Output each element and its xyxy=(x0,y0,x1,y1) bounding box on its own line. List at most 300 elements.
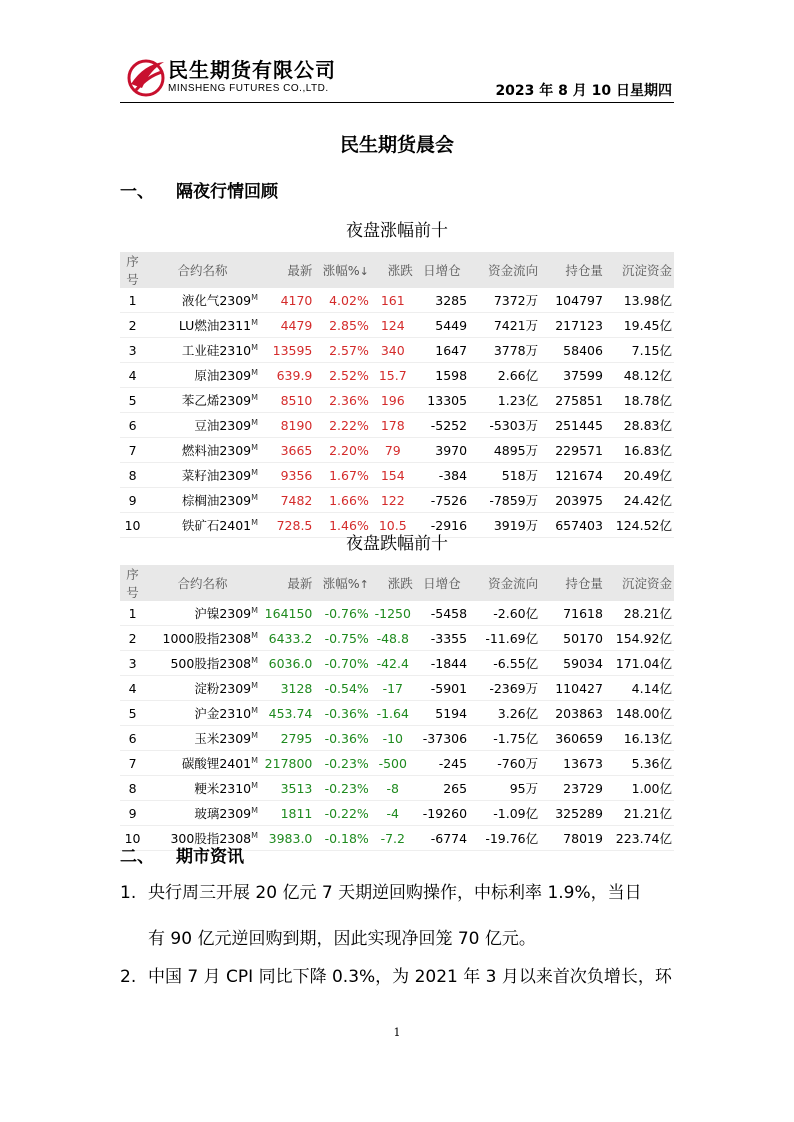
company-logo-icon xyxy=(126,54,166,98)
cell-text: 8 xyxy=(128,467,137,483)
main-contract-marker-icon: M xyxy=(251,442,259,452)
cell-text: 3919万 xyxy=(493,518,539,533)
cell-text: 71618 xyxy=(563,605,603,621)
cell-text: -42.4 xyxy=(376,655,409,671)
cell-pct xyxy=(314,801,370,826)
cell-text: -3355 xyxy=(430,630,468,646)
cell-no xyxy=(120,438,145,463)
cell-no xyxy=(120,363,145,388)
cell-text: -760万 xyxy=(497,756,539,771)
cell-text: 3778万 xyxy=(493,343,539,358)
cell-text: 161 xyxy=(380,292,405,308)
cell-name xyxy=(145,751,260,776)
cell-chg xyxy=(371,776,415,801)
cell-chg xyxy=(371,413,415,438)
cell-last xyxy=(260,751,314,776)
cell-no xyxy=(120,388,145,413)
main-contract-marker-icon: M xyxy=(251,730,259,740)
column-header: 涨跌 xyxy=(371,252,415,288)
cell-oi_chg xyxy=(415,338,469,363)
cell-text: 1 xyxy=(128,605,137,621)
cell-text: 275851 xyxy=(555,392,603,408)
column-header: 最新 xyxy=(260,565,314,601)
table-row xyxy=(120,438,674,463)
cell-last xyxy=(260,438,314,463)
cell-oi xyxy=(540,676,605,701)
cell-oi xyxy=(540,651,605,676)
section-number: 一、 xyxy=(120,182,154,202)
cell-text: 1811 xyxy=(280,805,313,821)
cell-pct xyxy=(314,826,370,851)
cell-oi_chg xyxy=(415,388,469,413)
cell-cap xyxy=(605,488,674,513)
cell-no xyxy=(120,676,145,701)
cell-oi_chg xyxy=(415,438,469,463)
cell-oi_chg xyxy=(415,601,469,626)
cell-text: 2 xyxy=(128,630,137,646)
cell-text: -6774 xyxy=(430,830,468,846)
cell-text: 苯乙烯2309 xyxy=(181,393,252,408)
cell-last xyxy=(260,463,314,488)
cell-text: 燃料油2309 xyxy=(181,443,252,458)
cell-text: 251445 xyxy=(555,417,603,433)
cell-text: -0.70% xyxy=(324,655,369,671)
cell-pct xyxy=(314,676,370,701)
cell-name xyxy=(145,338,260,363)
main-contract-marker-icon: M xyxy=(251,467,259,477)
cell-text: 2.22% xyxy=(329,417,369,433)
cell-pct xyxy=(314,651,370,676)
main-contract-marker-icon: M xyxy=(251,655,259,665)
cell-text: -0.23% xyxy=(324,755,369,771)
cell-oi xyxy=(540,463,605,488)
cell-text: -11.69亿 xyxy=(485,631,539,646)
cell-text: 8 xyxy=(128,780,137,796)
cell-text: 6 xyxy=(128,417,137,433)
cell-text: 657403 xyxy=(555,517,603,533)
cell-text: 59034 xyxy=(563,655,603,671)
cell-text: 5 xyxy=(128,705,137,721)
cell-no xyxy=(120,338,145,363)
cell-no xyxy=(120,626,145,651)
main-contract-marker-icon: M xyxy=(251,517,259,527)
cell-text: 液化气2309 xyxy=(181,293,252,308)
cell-text: 500股指2308 xyxy=(170,656,252,671)
cell-text: 3665 xyxy=(280,442,313,458)
cell-text: 菜籽油2309 xyxy=(181,468,252,483)
cell-text: -17 xyxy=(382,680,403,696)
cell-text: 104797 xyxy=(555,292,603,308)
cell-oi xyxy=(540,438,605,463)
cell-no xyxy=(120,313,145,338)
table-row xyxy=(120,338,674,363)
cell-flow xyxy=(469,651,540,676)
main-contract-marker-icon: M xyxy=(251,830,259,840)
cell-text: 3970 xyxy=(435,442,468,458)
cell-cap xyxy=(605,338,674,363)
table-row xyxy=(120,776,674,801)
main-contract-marker-icon: M xyxy=(251,805,259,815)
cell-last xyxy=(260,488,314,513)
cell-text: -7859万 xyxy=(489,493,539,508)
cell-text: 217800 xyxy=(264,755,313,771)
cell-name xyxy=(145,313,260,338)
cell-no xyxy=(120,701,145,726)
cell-flow xyxy=(469,701,540,726)
company-name-cn: 民生期货有限公司 xyxy=(168,58,336,82)
losers-table xyxy=(120,565,674,851)
cell-cap xyxy=(605,388,674,413)
cell-pct xyxy=(314,313,370,338)
main-contract-marker-icon: M xyxy=(251,705,259,715)
cell-oi xyxy=(540,601,605,626)
cell-text: 3983.0 xyxy=(268,830,313,846)
cell-text: -2.60亿 xyxy=(493,606,539,621)
cell-cap xyxy=(605,288,674,313)
column-header: 合约名称 xyxy=(145,252,260,288)
cell-name xyxy=(145,726,260,751)
cell-text: 4 xyxy=(128,367,137,383)
cell-flow xyxy=(469,676,540,701)
main-contract-marker-icon: M xyxy=(251,417,259,427)
column-header: 最新 xyxy=(260,252,314,288)
company-name-en: MINSHENG FUTURES CO.,LTD. xyxy=(168,83,329,94)
cell-cap xyxy=(605,676,674,701)
cell-cap xyxy=(605,463,674,488)
cell-text: 19.45亿 xyxy=(623,318,672,333)
cell-text: -5458 xyxy=(430,605,468,621)
cell-flow xyxy=(469,826,540,851)
cell-text: 154.92亿 xyxy=(615,631,672,646)
cell-text: 8510 xyxy=(280,392,313,408)
cell-text: 196 xyxy=(380,392,405,408)
news-item-2 xyxy=(120,954,680,1000)
column-header: 日增仓 xyxy=(415,252,469,288)
cell-text: 58406 xyxy=(563,342,603,358)
cell-text: 2.57% xyxy=(329,342,369,358)
cell-text: 豆油2309 xyxy=(194,418,252,433)
cell-text: -2916 xyxy=(430,517,468,533)
cell-cap xyxy=(605,801,674,826)
cell-chg xyxy=(371,363,415,388)
cell-text: -0.54% xyxy=(324,680,369,696)
cell-flow xyxy=(469,313,540,338)
table-row xyxy=(120,801,674,826)
cell-text: 13673 xyxy=(563,755,603,771)
cell-no xyxy=(120,776,145,801)
table-row xyxy=(120,626,674,651)
sort-arrow-icon: ↑ xyxy=(359,578,369,591)
cell-text: -2369万 xyxy=(489,681,539,696)
cell-text: 28.21亿 xyxy=(623,606,672,621)
table-row xyxy=(120,288,674,313)
cell-chg xyxy=(371,601,415,626)
table-row xyxy=(120,488,674,513)
cell-text: 3 xyxy=(128,655,137,671)
cell-no xyxy=(120,726,145,751)
main-contract-marker-icon: M xyxy=(251,392,259,402)
cell-text: 1647 xyxy=(435,342,468,358)
cell-last xyxy=(260,701,314,726)
cell-cap xyxy=(605,751,674,776)
cell-text: 10.5 xyxy=(378,517,407,533)
cell-oi_chg xyxy=(415,701,469,726)
table-row xyxy=(120,413,674,438)
cell-name xyxy=(145,413,260,438)
cell-text: 7 xyxy=(128,442,137,458)
cell-text: -5252 xyxy=(430,417,468,433)
cell-text: 148.00亿 xyxy=(615,706,672,721)
cell-oi_chg xyxy=(415,313,469,338)
cell-text: 1.23亿 xyxy=(497,393,539,408)
cell-oi_chg xyxy=(415,363,469,388)
column-header: 日增仓 xyxy=(415,565,469,601)
cell-chg xyxy=(371,488,415,513)
cell-text: -10 xyxy=(382,730,403,746)
cell-pct xyxy=(314,701,370,726)
cell-text: 13305 xyxy=(427,392,468,408)
cell-flow xyxy=(469,463,540,488)
column-header-label: 涨幅% xyxy=(322,263,360,278)
cell-cap xyxy=(605,313,674,338)
cell-name xyxy=(145,651,260,676)
cell-chg xyxy=(371,626,415,651)
cell-name xyxy=(145,463,260,488)
cell-text: -19.76亿 xyxy=(485,831,539,846)
cell-text: 8190 xyxy=(280,417,313,433)
cell-oi xyxy=(540,626,605,651)
main-contract-marker-icon: M xyxy=(251,367,259,377)
cell-text: 37599 xyxy=(563,367,603,383)
news-text: 中国 7 月 CPI 同比下降 0.3%，为 2021 年 3 月以来首次负增长，环 xyxy=(148,967,672,987)
cell-text: 16.13亿 xyxy=(623,731,672,746)
cell-name xyxy=(145,776,260,801)
cell-last xyxy=(260,288,314,313)
gainers-table xyxy=(120,252,674,538)
cell-text: 2.66亿 xyxy=(497,368,539,383)
table-row xyxy=(120,701,674,726)
section-number: 二、 xyxy=(120,847,154,867)
cell-chg xyxy=(371,388,415,413)
cell-text: 2.36% xyxy=(329,392,369,408)
cell-pct xyxy=(314,288,370,313)
cell-no xyxy=(120,601,145,626)
cell-last xyxy=(260,601,314,626)
cell-text: -7526 xyxy=(430,492,468,508)
cell-oi xyxy=(540,726,605,751)
cell-text: 沪金2310 xyxy=(194,706,252,721)
cell-chg xyxy=(371,826,415,851)
main-contract-marker-icon: M xyxy=(251,605,259,615)
cell-text: 10 xyxy=(124,517,141,533)
main-contract-marker-icon: M xyxy=(251,492,259,502)
cell-text: 原油2309 xyxy=(194,368,252,383)
cell-text: -1250 xyxy=(374,605,411,621)
losers-table-title: 夜盘跌幅前十 xyxy=(346,534,448,554)
cell-last xyxy=(260,363,314,388)
cell-flow xyxy=(469,413,540,438)
cell-text: -0.23% xyxy=(324,780,369,796)
cell-name xyxy=(145,626,260,651)
cell-text: 24.42亿 xyxy=(623,493,672,508)
cell-text: 1.46% xyxy=(329,517,369,533)
table-row xyxy=(120,463,674,488)
cell-oi xyxy=(540,363,605,388)
cell-text: -500 xyxy=(378,755,407,771)
news-item-1 xyxy=(120,870,680,962)
cell-text: -245 xyxy=(438,755,468,771)
cell-text: -5303万 xyxy=(489,418,539,433)
cell-text: 沪镍2309 xyxy=(194,606,252,621)
cell-last xyxy=(260,651,314,676)
news-text: 央行周三开展 20 亿元 7 天期逆回购操作，中标利率 1.9%，当日 xyxy=(148,883,642,903)
cell-text: 5194 xyxy=(435,705,468,721)
table-header-row xyxy=(120,252,674,288)
report-date: 2023 年 8 月 10 日星期四 xyxy=(495,83,672,99)
cell-text: 639.9 xyxy=(276,367,313,383)
cell-text: -7.2 xyxy=(380,830,405,846)
cell-flow xyxy=(469,288,540,313)
cell-text: 9 xyxy=(128,805,137,821)
cell-pct xyxy=(314,751,370,776)
cell-no xyxy=(120,651,145,676)
cell-text: 121674 xyxy=(555,467,603,483)
column-header: 资金流向 xyxy=(469,252,540,288)
cell-text: 20.49亿 xyxy=(623,468,672,483)
cell-oi_chg xyxy=(415,801,469,826)
cell-text: 7372万 xyxy=(493,293,539,308)
cell-chg xyxy=(371,651,415,676)
cell-text: 7421万 xyxy=(493,318,539,333)
cell-text: 2.52% xyxy=(329,367,369,383)
cell-text: -5901 xyxy=(430,680,468,696)
cell-last xyxy=(260,626,314,651)
cell-text: -0.22% xyxy=(324,805,369,821)
cell-text: 铁矿石2401 xyxy=(181,518,252,533)
cell-last xyxy=(260,313,314,338)
column-header: 沉淀资金 xyxy=(605,252,674,288)
cell-last xyxy=(260,826,314,851)
cell-chg xyxy=(371,313,415,338)
section-heading-1 xyxy=(120,177,278,202)
cell-text: 9 xyxy=(128,492,137,508)
cell-oi_chg xyxy=(415,776,469,801)
cell-oi xyxy=(540,801,605,826)
page-number: 1 xyxy=(393,1026,401,1039)
cell-text: 6433.2 xyxy=(268,630,313,646)
cell-text: 217123 xyxy=(555,317,603,333)
cell-text: 7482 xyxy=(280,492,313,508)
cell-chg xyxy=(371,438,415,463)
cell-flow xyxy=(469,438,540,463)
cell-text: 7 xyxy=(128,755,137,771)
sort-arrow-icon: ↓ xyxy=(359,265,369,278)
cell-cap xyxy=(605,726,674,751)
cell-text: 21.21亿 xyxy=(623,806,672,821)
cell-no xyxy=(120,413,145,438)
cell-text: 95万 xyxy=(509,781,539,796)
cell-text: 265 xyxy=(443,780,468,796)
cell-no xyxy=(120,463,145,488)
cell-chg xyxy=(371,751,415,776)
cell-pct xyxy=(314,413,370,438)
cell-text: 4895万 xyxy=(493,443,539,458)
cell-cap xyxy=(605,438,674,463)
cell-flow xyxy=(469,801,540,826)
table-row xyxy=(120,388,674,413)
cell-text: 1598 xyxy=(435,367,468,383)
cell-flow xyxy=(469,363,540,388)
cell-text: 229571 xyxy=(555,442,603,458)
cell-text: 9356 xyxy=(280,467,313,483)
cell-text: 154 xyxy=(380,467,405,483)
cell-text: 18.78亿 xyxy=(623,393,672,408)
cell-oi_chg xyxy=(415,751,469,776)
cell-text: 3 xyxy=(128,342,137,358)
cell-text: 1.00亿 xyxy=(631,781,672,796)
section-label: 隔夜行情回顾 xyxy=(176,182,278,202)
cell-last xyxy=(260,676,314,701)
cell-text: 203863 xyxy=(555,705,603,721)
cell-text: -6.55亿 xyxy=(493,656,539,671)
cell-flow xyxy=(469,626,540,651)
cell-text: 2.85% xyxy=(329,317,369,333)
cell-pct xyxy=(314,388,370,413)
cell-text: 124 xyxy=(380,317,405,333)
cell-text: 4 xyxy=(128,680,137,696)
cell-chg xyxy=(371,338,415,363)
cell-last xyxy=(260,388,314,413)
news-index: 1. xyxy=(120,883,137,903)
cell-text: 1.67% xyxy=(329,467,369,483)
table-row xyxy=(120,363,674,388)
cell-pct xyxy=(314,488,370,513)
main-contract-marker-icon: M xyxy=(251,780,259,790)
cell-last xyxy=(260,726,314,751)
column-header: 持仓量 xyxy=(540,252,605,288)
cell-text: 4.02% xyxy=(329,292,369,308)
main-contract-marker-icon: M xyxy=(251,755,259,765)
cell-pct xyxy=(314,363,370,388)
cell-text: 6 xyxy=(128,730,137,746)
cell-oi_chg xyxy=(415,413,469,438)
cell-cap xyxy=(605,601,674,626)
main-contract-marker-icon: M xyxy=(251,342,259,352)
cell-text: -1.64 xyxy=(376,705,409,721)
cell-cap xyxy=(605,701,674,726)
main-contract-marker-icon: M xyxy=(251,317,259,327)
cell-flow xyxy=(469,388,540,413)
cell-text: 碳酸锂2401 xyxy=(181,756,252,771)
cell-chg xyxy=(371,676,415,701)
cell-name xyxy=(145,363,260,388)
cell-text: 10 xyxy=(124,830,141,846)
cell-text: 玻璃2309 xyxy=(194,806,252,821)
cell-oi xyxy=(540,751,605,776)
cell-text: 2 xyxy=(128,317,137,333)
column-header: 沉淀资金 xyxy=(605,565,674,601)
cell-text: -19260 xyxy=(422,805,468,821)
cell-text: 203975 xyxy=(555,492,603,508)
cell-name xyxy=(145,288,260,313)
cell-pct xyxy=(314,626,370,651)
cell-oi xyxy=(540,701,605,726)
cell-text: 164150 xyxy=(264,605,313,621)
cell-text: 518万 xyxy=(501,468,539,483)
cell-text: 粳米2310 xyxy=(194,781,252,796)
cell-text: -0.36% xyxy=(324,730,369,746)
column-header: 序号 xyxy=(120,252,145,288)
